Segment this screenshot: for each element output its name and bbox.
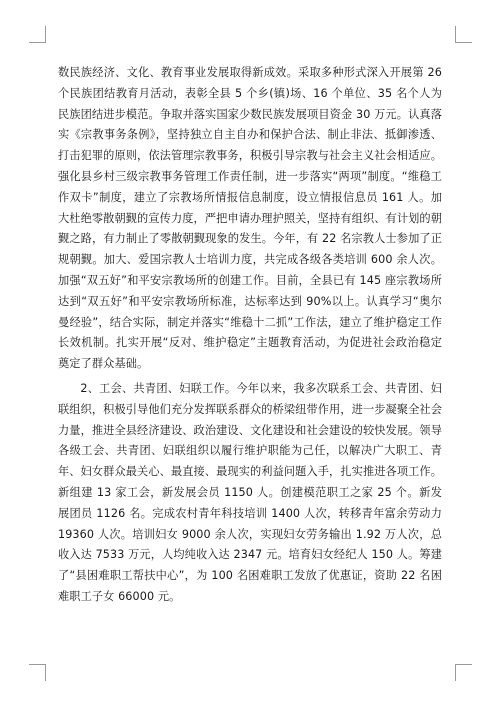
crop-mark-bottom-left [29, 664, 46, 681]
paragraph-ethnic-religious-affairs: 数民族经济、文化、教育事业发展取得新成效。采取多种形式深入开展第 26 个民族团结教育月活动，表彰全县 5 个乡(镇)场、16 个单位、35 名个人为民族团结进步模范。争取并落实国家少数民族发展项目资金 30 万元。认真落实《宗教事务条例》，坚持独立自主自办和保护合法、制止非法、抵御渗透、打击犯罪的原则，依法管理宗教事务，积极引导宗教与社会主义社会相适应。强化县乡村三级宗教事务管理工作责任制，进一步落实“两项”制度。“维稳工作双卡”制度，建立了宗教场所情报信息制度，设立情报信息员 161 人。加大杜绝零散朝觐的宣传力度，严把申请办理护照关，坚持有组织、有计划的朝觐之路，有力制止了零散朝觐现象的发生。今年，有 22 名宗教人士参加了正规朝觐。加大、爱国宗教人士培训力度，共完成各级各类培训 600 余人次。加强“双五好”和平安宗教场所的创建工作。目前，全县已有 145 座宗教场所达到“双五好”和平安宗教场所标准，达标率达到 90%以上。认真学习“奥尔曼经验”，结合实际，制定并落实“维稳十二抓”工作法，建立了维护稳定工作长效机制。扎实开展“反对、维护稳定”主题教育活动，为促进社会政治稳定奠定了群众基础。 [58, 66, 442, 371]
crop-mark-bottom-right [455, 664, 472, 681]
paragraph-union-youth-women: 2、工会、共青团、妇联工作。今年以来，我多次联系工会、共青团、妇联组织，积极引导他们充分发挥联系群众的桥梁纽带作用，进一步凝聚全社会力量，推进全县经济建设、政治建设、文化建设和社会建设的较快发展。领导各级工会、共青团、妇联组织以履行维护职能为己任，以解决广大职工、青年、妇女群众最关心、最直接、最现实的利益问题入手，扎实推进各项工作。新组建 13 家工会，新发展会员 1150 人。创建模范职工之家 25 个。新发展团员 1126 名。完成农村青年科技培训 1400 人次，转移青年富余劳动力 19360 人次。培训妇女 9000 余人次，实现妇女劳务输出 1.92 万人次，总收入达 7533 万元，人均纯收入达 2347 元。培育妇女经纪人 150 人。筹建了“县困难职工帮扶中心”，为 100 名困难职工发放了优惠证，资助 22 名困难职工子女 66000 元。 [58, 381, 442, 603]
document-body [58, 63, 442, 608]
crop-mark-top-right [455, 26, 472, 43]
crop-mark-top-left [29, 26, 46, 43]
